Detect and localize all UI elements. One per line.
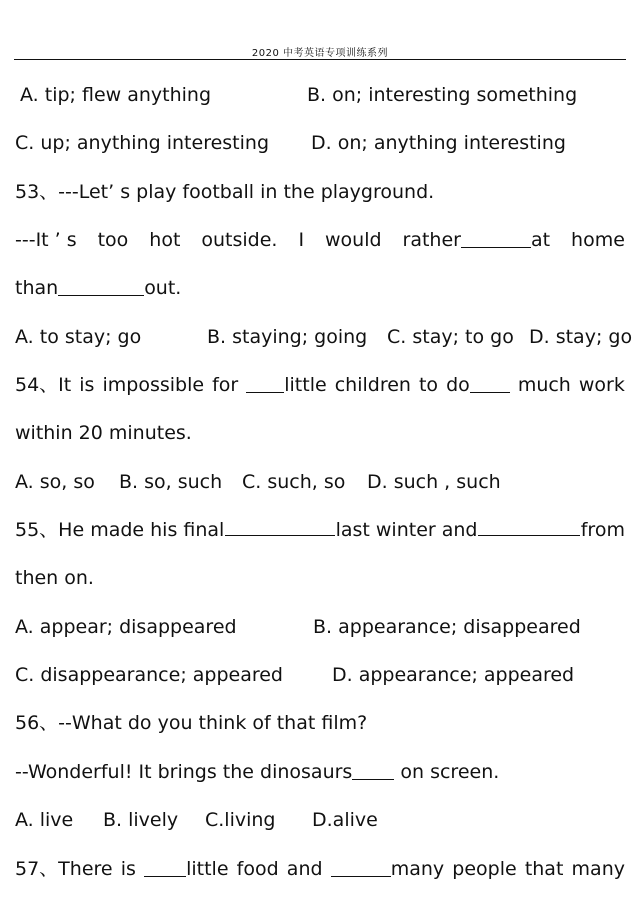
q57-word: 57、There (15, 858, 113, 880)
answer-blank (461, 227, 531, 248)
q53-option-a: A. to stay; go (15, 326, 142, 348)
q54-options (15, 467, 625, 497)
q57-word: that (524, 858, 564, 880)
q53-word: too (97, 229, 129, 251)
q52-option-d: D. on; anything interesting (311, 132, 566, 154)
page-header: 2020 中考英语专项训练系列 (251, 48, 389, 59)
q53-word: rather (402, 229, 461, 251)
q55-part: last winter and (335, 519, 478, 541)
q53-word: home (571, 229, 625, 251)
q53-option-c: C. stay; to go (387, 326, 514, 348)
q54-word: to (418, 374, 439, 396)
q57-word: people (452, 858, 517, 880)
q54-word: do (446, 374, 470, 396)
q52-options-row2 (15, 128, 625, 158)
q54-word: work (578, 374, 625, 396)
q56-option-b: B. lively (103, 809, 179, 831)
q54-option-b: B. so, such (119, 471, 223, 493)
q55-option-b: B. appearance; disappeared (313, 616, 581, 638)
q56-line2 (15, 757, 625, 787)
q57-word: food (236, 858, 279, 880)
q54-word: for (212, 374, 239, 396)
q57-stem (15, 854, 625, 884)
q55-part: 55、He made his final (15, 519, 225, 541)
q54-option-c: C. such, so (242, 471, 346, 493)
q53-line2 (15, 225, 625, 255)
q54-line2: within 20 minutes. (15, 422, 192, 444)
q53-word: than (15, 277, 59, 299)
answer-blank (225, 515, 335, 536)
q56-option-d: D.alive (312, 809, 378, 831)
q54-stem (15, 370, 625, 400)
q57-word: little (186, 858, 229, 880)
header-rule (14, 59, 626, 60)
q55-options-row1 (15, 612, 625, 642)
q53-word: out. (144, 277, 182, 299)
answer-blank (58, 275, 144, 296)
q53-stem: 53、---Let’ s play football in the playground. (15, 181, 435, 203)
q56-part: on screen. (400, 761, 500, 783)
q53-word: ---It ’ s (15, 229, 77, 251)
q55-stem (15, 515, 625, 545)
q54-word: is (79, 374, 95, 396)
answer-blank (470, 372, 510, 393)
q53-option-d: D. stay; go (529, 326, 633, 348)
q55-option-d: D. appearance; appeared (332, 664, 575, 686)
answer-blank (352, 759, 394, 780)
q53-word: would (325, 229, 382, 251)
q57-word: many (571, 858, 625, 880)
q54-word: children (334, 374, 411, 396)
answer-blank (144, 856, 186, 877)
q54-word: much (517, 374, 571, 396)
q53-line3 (15, 273, 625, 303)
q52-option-b: B. on; interesting something (307, 84, 578, 106)
q56-options (15, 805, 625, 835)
q53-word: outside. (201, 229, 278, 251)
q55-line2: then on. (15, 567, 94, 589)
q55-options-row2 (15, 660, 625, 690)
q55-part: from (580, 519, 625, 541)
q53-word: at (530, 229, 551, 251)
q54-word: impossible (102, 374, 205, 396)
q56-part: --Wonderful! It brings the dinosaurs (15, 761, 353, 783)
q56-stem: 56、--What do you think of that film? (15, 712, 368, 734)
q53-word: hot (149, 229, 181, 251)
q54-word: little (284, 374, 327, 396)
q54-word: 54、It (15, 374, 72, 396)
q56-option-c: C.living (205, 809, 276, 831)
answer-blank (478, 515, 580, 536)
answer-blank (331, 856, 391, 877)
q55-option-a: A. appear; disappeared (15, 616, 237, 638)
q57-word: many (390, 858, 445, 880)
q57-word: and (286, 858, 323, 880)
q55-option-c: C. disappearance; appeared (15, 664, 283, 686)
q52-option-a: A. tip; flew anything (20, 84, 212, 106)
q54-option-d: D. such , such (367, 471, 501, 493)
q53-word: I (298, 229, 305, 251)
q54-option-a: A. so, so (15, 471, 95, 493)
q57-word: is (120, 858, 136, 880)
answer-blank (246, 372, 284, 393)
q52-options-row1 (15, 80, 625, 110)
q53-options (15, 322, 633, 352)
q56-option-a: A. live (15, 809, 74, 831)
q53-option-b: B. staying; going (207, 326, 368, 348)
q52-option-c: C. up; anything interesting (15, 132, 270, 154)
